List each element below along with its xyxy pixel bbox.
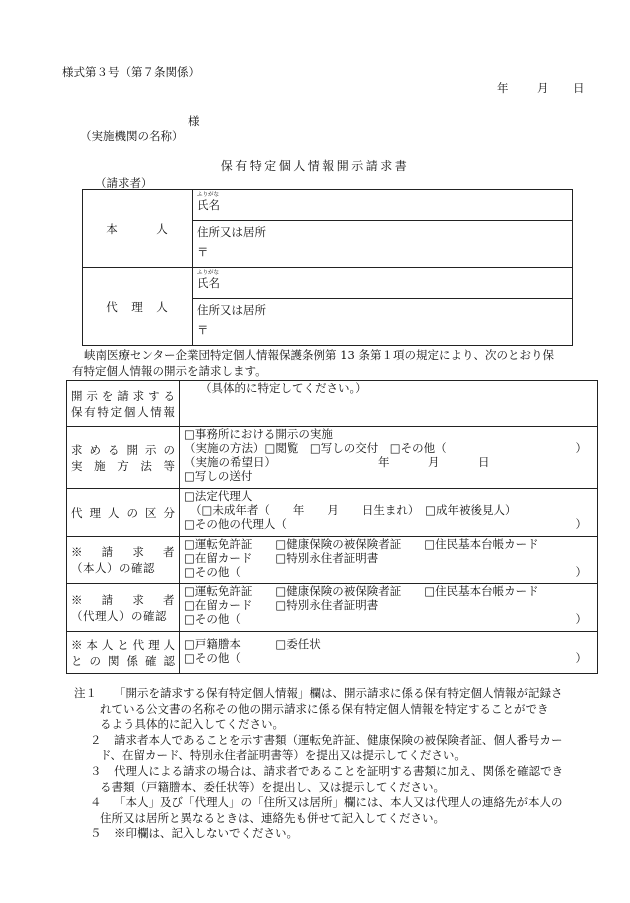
note-line: るよう具体的に記入してください。	[100, 717, 284, 732]
requester-label: （請求者）	[95, 176, 153, 190]
row-label-agent-check	[67, 584, 180, 632]
principal-id-other[interactable]	[184, 565, 593, 579]
wish-day: 日	[478, 455, 490, 469]
note-line: 住所又は居所と異なるときは、連絡先も併せて記入してください。	[100, 810, 445, 825]
request-details-table	[66, 380, 598, 674]
row-label-line: ※ 請 求 者	[71, 545, 175, 559]
relationship-check-field	[180, 632, 598, 674]
relationship-options[interactable]: □戸籍謄本 □委任状	[184, 637, 321, 651]
note-line: 請求者本人であることを示す書類（運転免許証、健康保険の被保険者証、個人番号カー	[114, 732, 563, 747]
note-number: ５	[90, 826, 102, 841]
address-label: 住所又は居所	[197, 303, 266, 317]
other-label: □その他（	[184, 565, 241, 579]
note-number: ４	[90, 795, 102, 810]
checkbox-other-agent[interactable]	[184, 517, 593, 531]
row-label-line: 代理人の区分	[71, 505, 175, 520]
note-line: ※印欄は、記入しないでください。	[114, 826, 298, 841]
paren-close: ）	[575, 612, 587, 626]
agent-name-field[interactable]	[193, 268, 573, 299]
agent-label: 代 理 人	[83, 268, 193, 346]
principal-id-options-2[interactable]: □在留カード □特別永住者証明書	[184, 551, 379, 565]
checkbox-copy-mail[interactable]: □写しの送付	[184, 469, 253, 483]
date-year: 年	[497, 81, 509, 95]
checkbox-legal-agent[interactable]: □法定代理人	[184, 489, 253, 503]
agent-id-options-2[interactable]: □在留カード □特別永住者証明書	[184, 598, 379, 612]
wish-year: 年	[378, 455, 390, 469]
target-info-field[interactable]	[180, 381, 598, 427]
principal-check-field	[180, 537, 598, 584]
date-day: 日	[573, 81, 585, 95]
legal-agent-subtypes[interactable]: （□未成年者（ 年 月 日生まれ） □成年被後見人）	[190, 503, 517, 517]
method-options: （実施の方法）□閲覧 □写しの交付 □その他（	[184, 441, 447, 455]
note-number: ２	[90, 732, 102, 747]
form-number: 様式第３号（第７条関係）	[62, 65, 200, 79]
row-label-target-info	[67, 381, 180, 427]
paren-close: ）	[575, 651, 587, 665]
principal-name-field[interactable]	[193, 190, 573, 221]
furigana-label: ふりがな	[197, 192, 220, 198]
principal-address-field[interactable]	[193, 221, 573, 268]
name-label: 氏名	[197, 276, 220, 290]
row-label-line: （本人）の確認	[71, 561, 155, 575]
furigana-label: ふりがな	[197, 270, 220, 276]
row-label-line: 実施方法等	[71, 458, 175, 473]
row-label-line: 保有特定個人情報	[71, 404, 175, 419]
request-paragraph-line1: 峡南医療センター企業団特定個人情報保護条例第 13 条第１項の規定により、次のとおり保	[84, 348, 554, 362]
postal-mark: 〒	[197, 245, 209, 259]
principal-label: 本 人	[83, 190, 193, 268]
name-label: 氏名	[197, 198, 220, 212]
row-label-agent-type	[67, 489, 180, 537]
note-line: ド、在留カード、特別永住者証明書等）を提出又は提示してください。	[100, 748, 466, 763]
method-options-line[interactable]	[184, 441, 593, 455]
row-label-method	[67, 427, 180, 489]
agent-id-options-1[interactable]: □運転免許証 □健康保険の被保険者証 □住民基本台帳カード	[184, 584, 539, 598]
agent-type-field	[180, 489, 598, 537]
honorific-sama: 様	[188, 114, 200, 128]
notes-section	[74, 686, 563, 842]
wish-month: 月	[428, 455, 440, 469]
note-5	[74, 826, 563, 842]
target-info-hint: （具体的に特定してください。）	[200, 381, 367, 395]
note-number: 注１	[74, 686, 97, 700]
wish-date-label: （実施の希望日）	[184, 455, 276, 469]
note-line: 代理人による請求の場合は、請求者であることを証明する書類に加え、関係を確認でき	[114, 763, 564, 778]
relationship-other[interactable]	[184, 651, 593, 665]
agent-address-field[interactable]	[193, 299, 573, 346]
wish-date-line[interactable]	[184, 455, 593, 469]
other-label: □その他（	[184, 612, 241, 626]
note-1	[74, 686, 563, 733]
note-2	[74, 733, 563, 764]
row-label-relationship-check	[67, 632, 180, 674]
postal-mark: 〒	[197, 323, 209, 337]
institution-label: （実施機関の名称）	[80, 129, 184, 143]
row-label-line: （代理人）の確認	[71, 608, 167, 623]
row-label-line: 求める開示の	[71, 442, 175, 457]
note-4	[74, 795, 563, 826]
row-label-line: ※本人と代理人	[71, 637, 175, 652]
paren-close: ）	[575, 565, 587, 579]
agent-check-field	[180, 584, 598, 632]
checkbox-office-disclosure[interactable]: □事務所における開示の実施	[184, 427, 333, 441]
row-label-line: ※ 請 求 者	[71, 592, 175, 607]
note-line: 「本人」及び「代理人」の「住所又は居所」欄には、本人又は代理人の連絡先が本人の	[114, 795, 563, 810]
other-label: □その他（	[184, 651, 241, 665]
note-3	[74, 764, 563, 795]
requester-table	[82, 189, 573, 346]
request-paragraph-line2: 有特定個人情報の開示を請求します。	[72, 364, 267, 378]
address-label: 住所又は居所	[197, 225, 266, 239]
paren-close: ）	[575, 517, 587, 531]
row-label-line: との関係確認	[71, 653, 175, 668]
document-title: 保有特定個人情報開示請求書	[220, 159, 410, 173]
principal-id-options-1[interactable]: □運転免許証 □健康保険の被保険者証 □住民基本台帳カード	[184, 537, 539, 551]
row-label-principal-check	[67, 537, 180, 584]
agent-id-other[interactable]	[184, 612, 593, 626]
paren-close: ）	[575, 441, 587, 455]
method-field	[180, 427, 598, 489]
note-line: る書類（戸籍謄本、委任状等）を提出し、又は提示してください。	[100, 779, 445, 794]
note-line: 「開示を請求する保有特定個人情報」欄は、開示請求に係る保有特定個人情報が記録さ	[114, 686, 563, 700]
row-label-line: 開示を請求する	[71, 388, 175, 403]
note-number: ３	[90, 763, 102, 778]
date-month: 月	[537, 81, 549, 95]
other-agent-label: □その他の代理人（	[184, 517, 287, 531]
note-line: れている公文書の名称その他の開示請求に係る保有特定個人情報を特定することができ	[100, 701, 549, 716]
